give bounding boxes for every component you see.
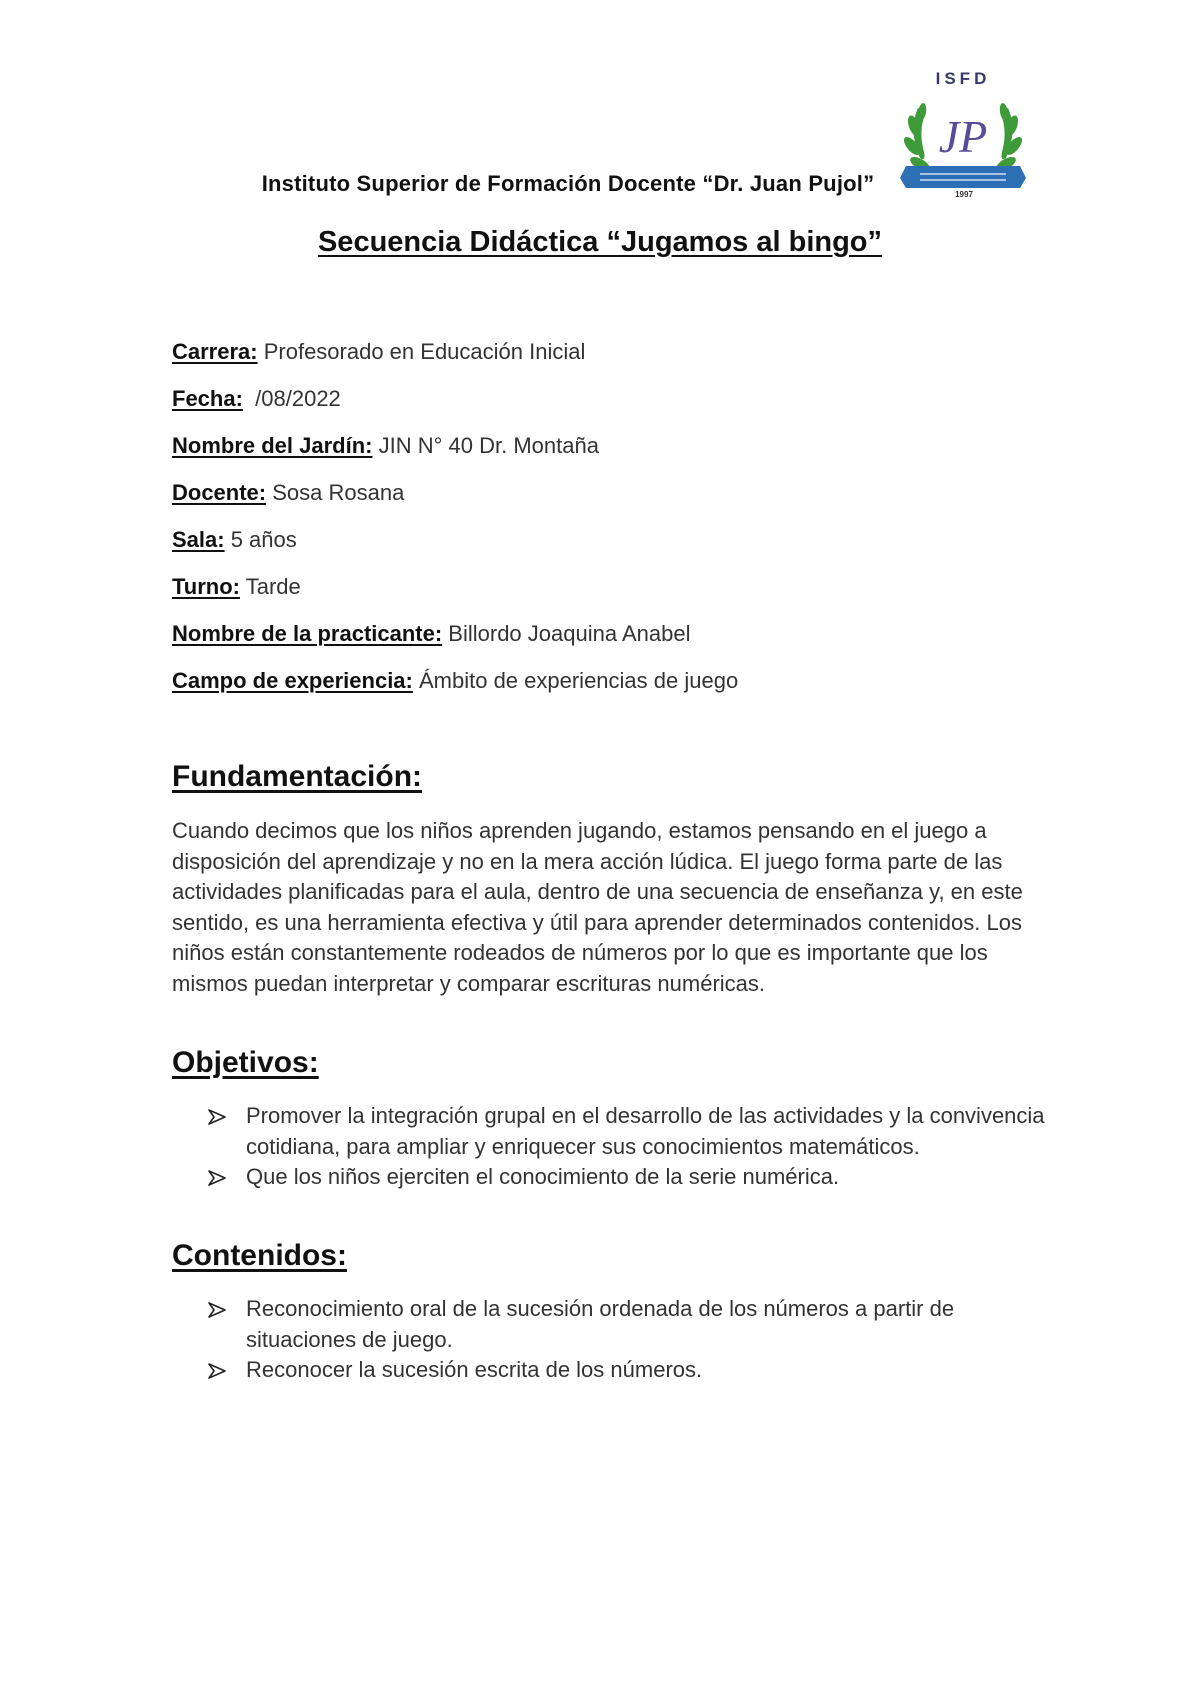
fundamentacion-text: Cuando decimos que los niños aprenden jugando, estamos pensando en el juego a disposición del aprendizaje y no en la mera acción lúdica. El juego forma parte de las actividades planificadas para el aula, dentro de una secuencia de enseñanza y, en este sentido, es una herramienta efectiva y útil para aprender determinados contenidos. Los niños están constantemente rodeados de números por lo que es importante que los mismos puedan interpretar y comparar escrituras numéricas. xyxy=(172,818,1023,996)
field-campo xyxy=(172,668,738,694)
field-label: Fecha: xyxy=(172,386,243,411)
logo-year: 1997 xyxy=(955,190,973,198)
field-label: Nombre del Jardín: xyxy=(172,433,373,458)
logo-monogram: JP xyxy=(938,111,988,162)
contenidos-heading: Contenidos: xyxy=(172,1239,347,1272)
field-docente xyxy=(172,480,404,506)
field-label: Carrera: xyxy=(172,339,258,364)
list-item xyxy=(172,1355,1052,1386)
list-item-text: Promover la integración grupal en el desarrollo de las actividades y la convivencia cotidiana, para ampliar y enriquecer sus conocimientos matemáticos. xyxy=(246,1103,1045,1159)
field-turno xyxy=(172,574,301,600)
field-value: Sosa Rosana xyxy=(266,480,405,505)
arrowhead-bullet-icon xyxy=(208,1302,226,1318)
field-value: 5 años xyxy=(224,527,297,552)
list-item-text: Que los niños ejerciten el conocimiento de la serie numérica. xyxy=(246,1164,840,1189)
field-value: Tarde xyxy=(240,574,301,599)
objetivos-heading: Objetivos: xyxy=(172,1046,319,1079)
field-value: Profesorado en Educación Inicial xyxy=(257,339,586,364)
fundamentacion-heading: Fundamentación: xyxy=(172,760,423,793)
field-jardin xyxy=(172,433,599,459)
field-value: Billordo Joaquina Anabel xyxy=(442,621,691,646)
list-item xyxy=(172,1162,1052,1193)
field-label: Campo de experiencia: xyxy=(172,668,413,693)
list-item xyxy=(172,1101,1052,1162)
contenidos-list xyxy=(172,1294,1052,1386)
field-sala xyxy=(172,527,297,553)
field-label: Turno: xyxy=(172,574,241,599)
field-label: Nombre de la practicante: xyxy=(172,621,443,646)
list-item xyxy=(172,1294,1052,1355)
field-practicante xyxy=(172,621,690,647)
field-value: Ámbito de experiencias de juego xyxy=(412,668,739,693)
field-value: /08/2022 xyxy=(242,386,341,411)
institute-text: Instituto Superior de Formación Docente “Dr. Juan Pujol” xyxy=(261,171,875,196)
field-fecha xyxy=(172,386,341,412)
document-title: Secuencia Didáctica “Jugamos al bingo” xyxy=(317,226,883,258)
list-item-text: Reconocer la sucesión escrita de los números. xyxy=(246,1357,703,1382)
arrowhead-bullet-icon xyxy=(208,1170,226,1186)
list-item-text: Reconocimiento oral de la sucesión ordenada de los números a partir de situaciones de juego. xyxy=(246,1296,955,1352)
institute-name xyxy=(0,171,1200,197)
objetivos-list xyxy=(172,1101,1052,1193)
arrowhead-bullet-icon xyxy=(208,1363,226,1379)
field-label: Sala: xyxy=(172,527,225,552)
field-value: JIN N° 40 Dr. Montaña xyxy=(372,433,599,458)
field-label: Docente: xyxy=(172,480,267,505)
field-carrera xyxy=(172,339,585,365)
arrowhead-bullet-icon xyxy=(208,1109,226,1125)
logo-text: ISFD xyxy=(935,69,991,88)
